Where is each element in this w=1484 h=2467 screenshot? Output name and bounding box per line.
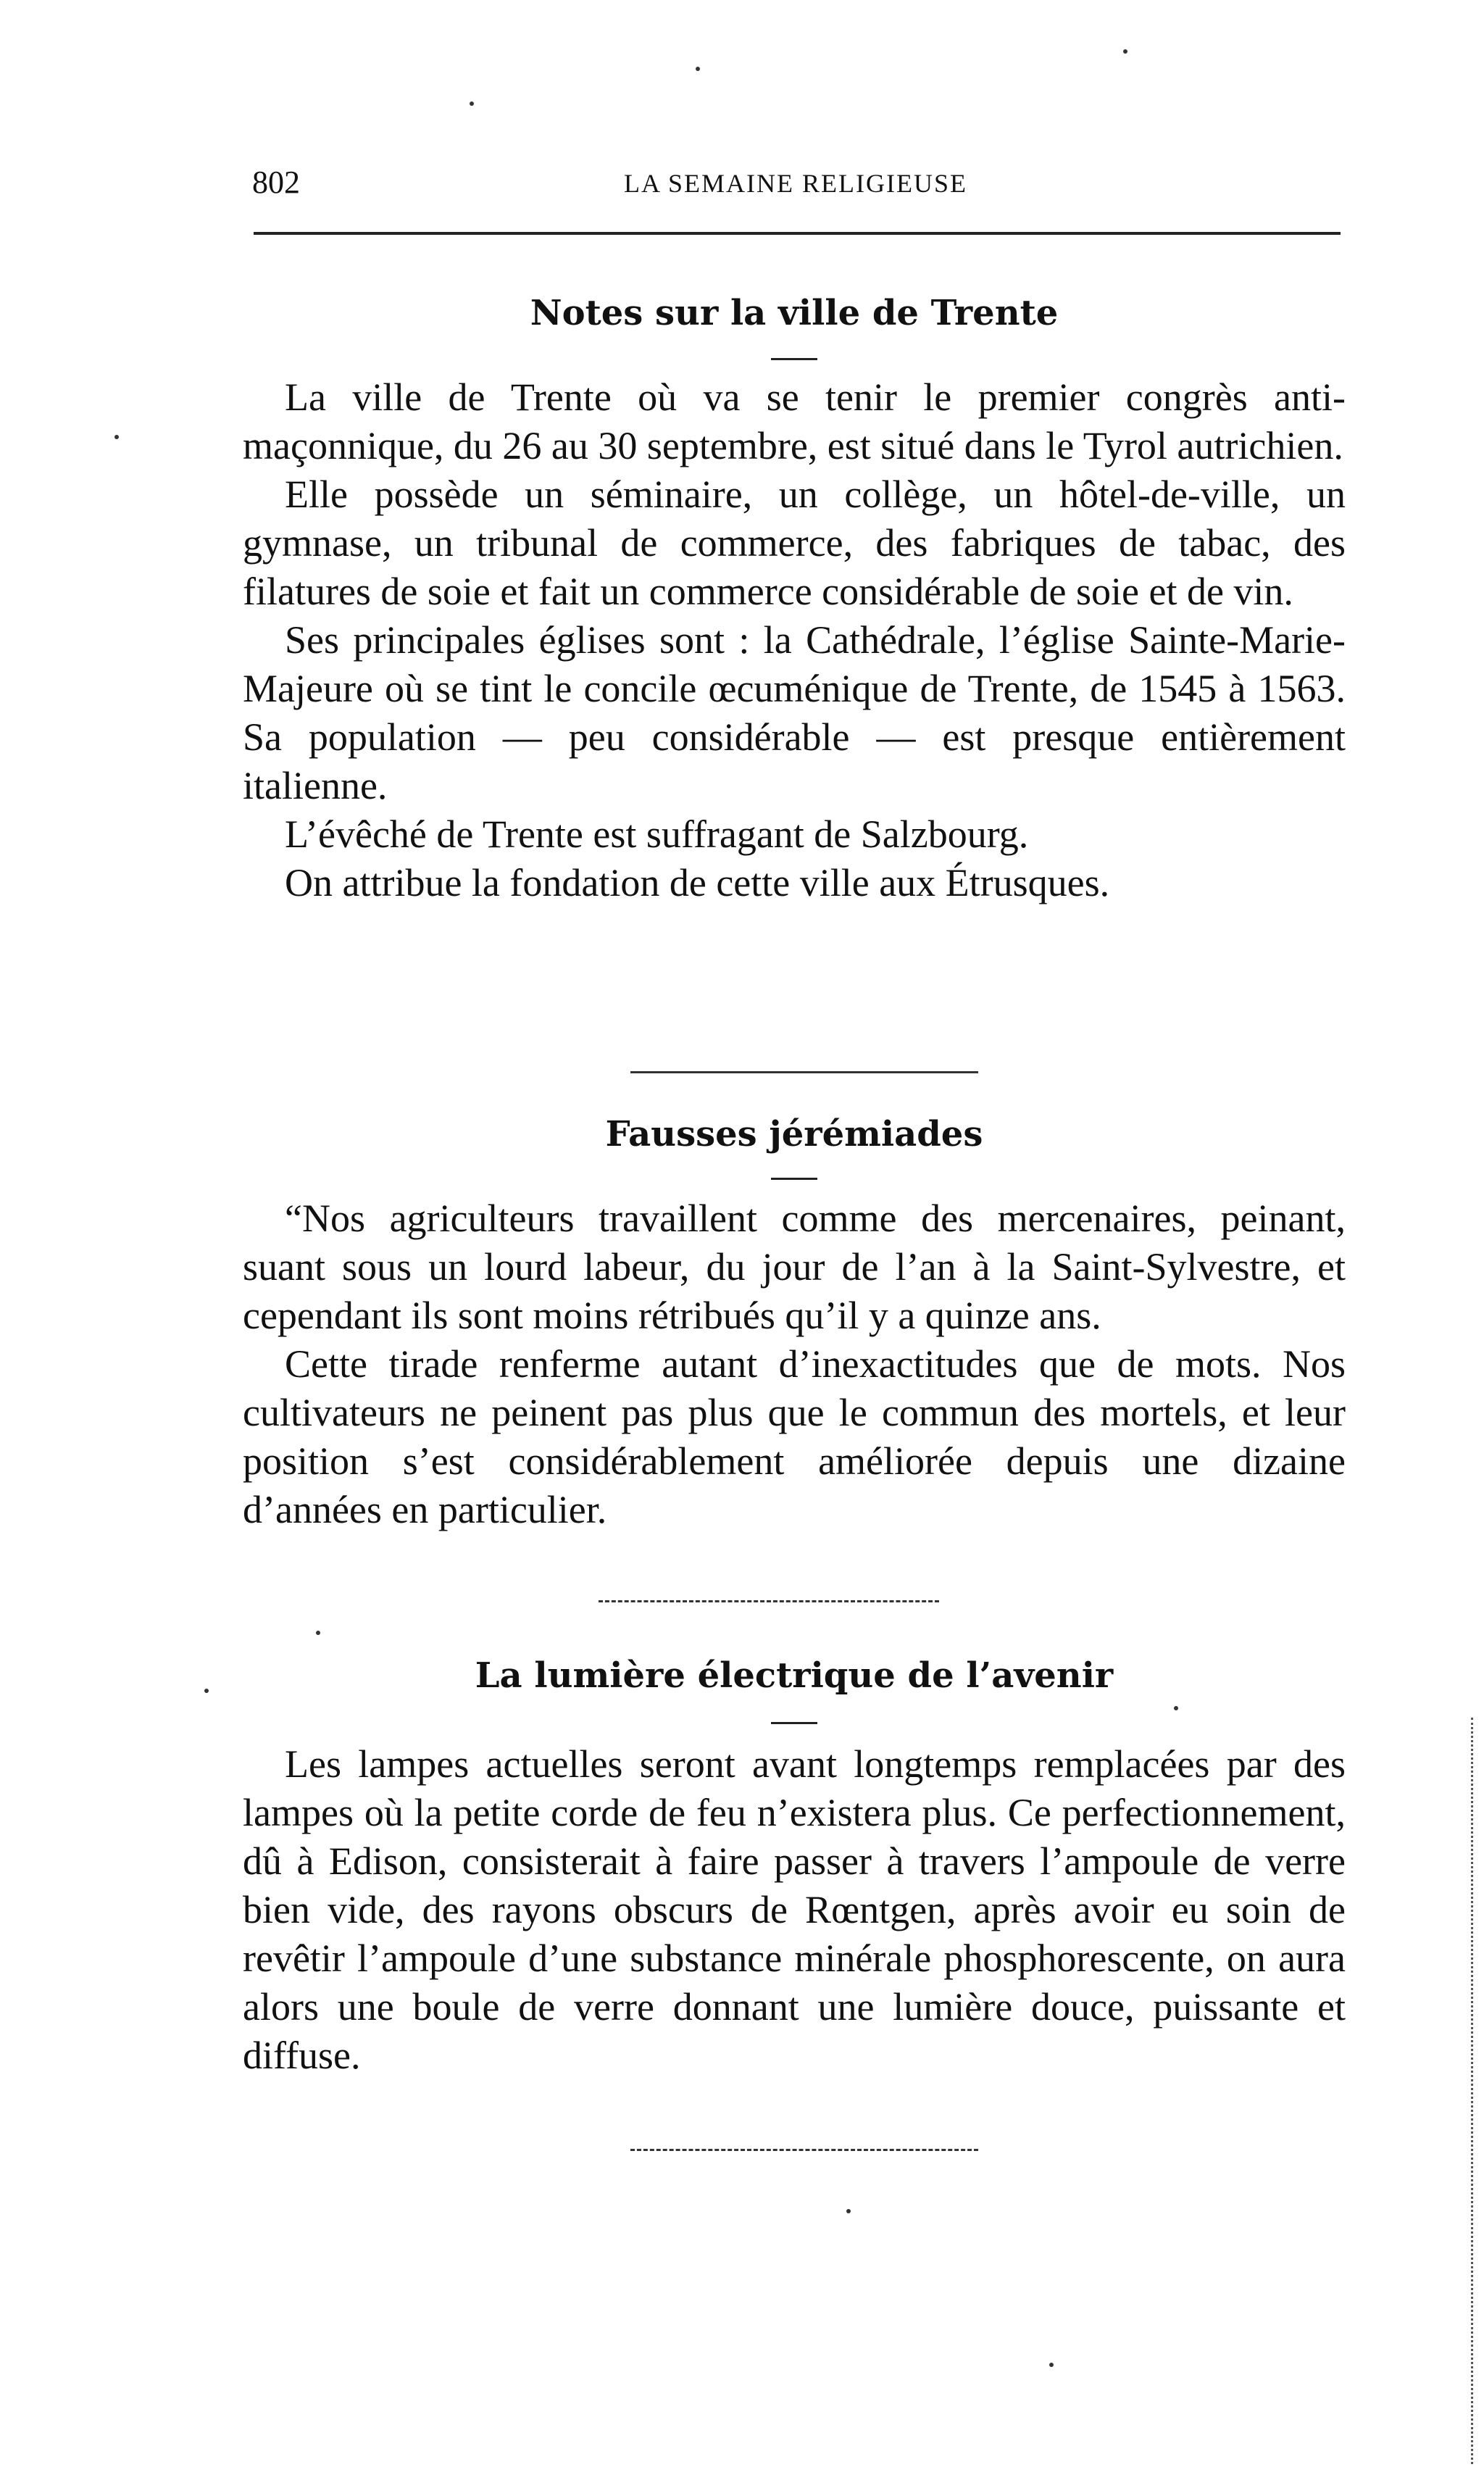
running-title: LA SEMAINE RELIGIEUSE xyxy=(624,169,967,198)
section-separator xyxy=(630,2149,978,2151)
scan-speck xyxy=(204,1689,209,1693)
scan-speck xyxy=(1123,49,1127,54)
scan-speck xyxy=(846,2209,851,2213)
section-title: Fausses jérémiades xyxy=(605,1114,983,1155)
scan-speck xyxy=(470,101,474,106)
header-rule xyxy=(254,232,1341,235)
section-title: La lumière électrique de l’avenir xyxy=(475,1655,1114,1696)
section-separator xyxy=(599,1600,939,1602)
section-lumiere xyxy=(243,1654,1346,2080)
paragraph: On attribue la fondation de cette ville aux Étrusques. xyxy=(285,861,1110,904)
title-dash xyxy=(771,1722,817,1724)
paragraph: Ses principales églises sont : la Cathédrale, l’église Sainte-Marie-Majeure où se tint le concile œcuménique de Trente, de 1545 à 1563. Sa population — peu considérable — est presque entièrement italienne. xyxy=(243,618,1346,807)
section-trente xyxy=(243,291,1346,907)
scan-speck xyxy=(316,1631,320,1635)
scan-edge-artifact xyxy=(1471,1718,1473,2464)
page-header xyxy=(252,161,1339,204)
paragraph: “Nos agriculteurs travaillent comme des mercenaires, peinant, suant sous un lourd labeur, du jour de l’an à la Saint-Sylvestre, et cependant ils sont moins rétribués qu’il y a quinze ans. xyxy=(243,1197,1346,1337)
section-jeremiades xyxy=(243,1112,1346,1534)
scan-speck xyxy=(1174,1706,1178,1710)
section-title: Notes sur la ville de Trente xyxy=(530,293,1059,333)
paragraph: La ville de Trente où va se tenir le premier congrès anti-maçonnique, du 26 au 30 septembre, est situé dans le Tyrol autrichien. xyxy=(243,375,1346,467)
paragraph: Cette tirade renferme autant d’inexactitudes que de mots. Nos cultivateurs ne peinent pas plus que le commun des mortels, et leur position s’est considérablement améliorée depuis une dizaine d’années en particulier. xyxy=(243,1342,1346,1531)
scan-speck xyxy=(1049,2363,1054,2367)
scan-speck xyxy=(114,435,119,439)
page-number: 802 xyxy=(252,165,300,200)
paragraph: Elle possède un séminaire, un collège, un hôtel-de-ville, un gymnase, un tribunal de commerce, des fabriques de tabac, des filatures de soie et fait un commerce considérable de soie et de vin. xyxy=(243,473,1346,613)
title-dash xyxy=(771,1178,817,1180)
scan-speck xyxy=(696,67,700,71)
section-separator xyxy=(630,1071,978,1073)
paragraph: Les lampes actuelles seront avant longtemps remplacées par des lampes où la petite corde de feu n’existera plus. Ce perfectionnement, dû à Edison, consisterait à faire passer à travers l’ampoule de verre bien vide, des rayons obscurs de Rœntgen, après avoir eu soin de revêtir l’ampoule d’une substance minérale phosphorescente, on aura alors une boule de verre donnant une lumière douce, puissante et diffuse. xyxy=(243,1742,1346,2077)
title-dash xyxy=(771,358,817,360)
paragraph: L’évêché de Trente est suffragant de Salzbourg. xyxy=(285,812,1029,856)
